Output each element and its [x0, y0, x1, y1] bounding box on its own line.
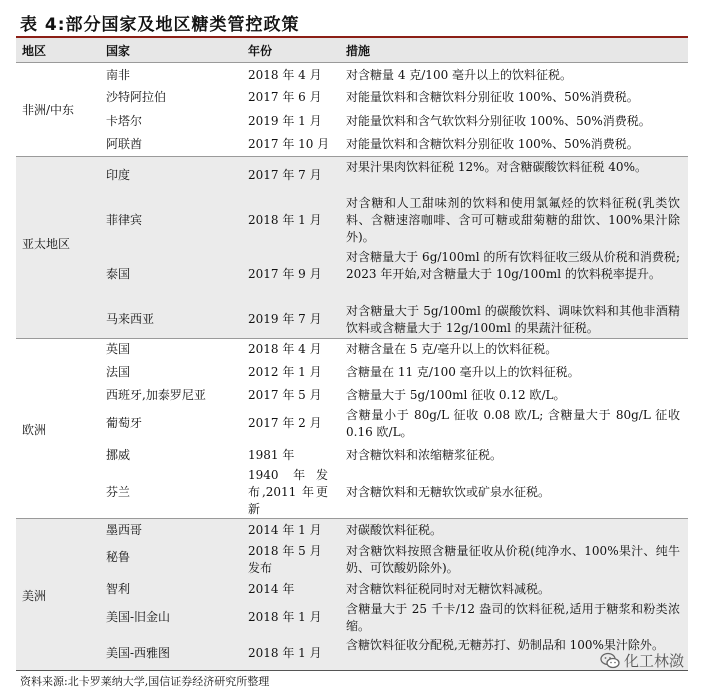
measure-cell: 对能量饮料和含糖饮料分别征收 100%、50%消费税。 [346, 137, 639, 151]
year-cell: 1981 年 [248, 448, 295, 462]
year-cell: 2014 年 [248, 582, 295, 596]
wechat-icon [600, 652, 620, 670]
header-region: 地区 [22, 44, 47, 58]
section-americas [16, 518, 688, 671]
header-measure: 措施 [346, 44, 371, 58]
measure-cell: 含糖饮料征收分配税,无糖苏打、奶制品和 100%果汁除外。 [346, 638, 664, 652]
year-cell: 2017 年 5 月 [248, 388, 322, 402]
country-cell: 挪威 [106, 448, 131, 462]
year-cell: 2018 年 4 月 [248, 68, 322, 82]
country-cell: 英国 [106, 342, 131, 356]
measure-cell: 对含糖和人工甜味剂的饮料和使用氯氟烃的饮料征税(乳类饮料、含糖速溶咖啡、含可可糖或甜菊糖的甜饮、100%果汁除外)。 [346, 196, 680, 244]
year-cell: 2018 年 1 月 [248, 213, 322, 227]
watermark [600, 650, 684, 671]
country-cell: 墨西哥 [106, 523, 143, 537]
measure-cell: 对含糖饮料按照含糖量征收从价税(纯净水、100%果汁、纯牛奶、可饮酸奶除外)。 [346, 544, 680, 575]
country-cell: 智利 [106, 582, 131, 596]
measure-cell: 含糖量大于 25 千卡/12 盎司的饮料征税,适用于糖浆和粉类浓缩。 [346, 602, 680, 633]
measure-cell: 对含糖量 4 克/100 毫升以上的饮料征税。 [346, 68, 573, 82]
table-title: 表 4:部分国家及地区糖类管控政策 [20, 15, 300, 35]
country-cell: 卡塔尔 [106, 114, 143, 128]
year-cell: 2018 年 1 月 [248, 646, 322, 660]
country-cell: 泰国 [106, 267, 131, 281]
year-cell: 2017 年 6 月 [248, 90, 322, 104]
header-country: 国家 [106, 44, 131, 58]
year-cell: 2019 年 1 月 [248, 114, 322, 128]
country-cell: 印度 [106, 168, 131, 182]
year-cell: 2012 年 1 月 [248, 365, 322, 379]
region-label: 亚太地区 [22, 237, 71, 251]
country-cell: 法国 [106, 365, 131, 379]
measure-cell: 对含糖量大于 5g/100ml 的碳酸饮料、调味饮料和其他非酒精饮料或含糖量大于 12g/100ml 的果蔬汁征税。 [346, 304, 680, 335]
country-cell: 阿联酋 [106, 137, 143, 151]
section-asia-pacific [16, 156, 688, 339]
section-africa-middle-east [16, 62, 688, 157]
year-cell: 2019 年 7 月 [248, 312, 322, 326]
year-cell: 2014 年 1 月 [248, 523, 322, 537]
measure-cell: 含糖量小于 80g/L 征收 0.08 欧/L; 含糖量大于 80g/L 征收 0.16 欧/L。 [346, 408, 680, 439]
country-cell: 美国-西雅图 [106, 646, 171, 660]
table-header [16, 38, 688, 62]
country-cell: 马来西亚 [106, 312, 155, 326]
bottom-rule [16, 670, 688, 671]
country-cell: 美国-旧金山 [106, 610, 171, 624]
country-cell: 南非 [106, 68, 131, 82]
country-cell: 菲律宾 [106, 213, 143, 227]
year-cell: 2017 年 9 月 [248, 267, 322, 281]
country-cell: 葡萄牙 [106, 416, 143, 430]
year-cell: 2017 年 10 月 [248, 137, 330, 151]
measure-cell: 对能量饮料和含糖饮料分别征收 100%、50%消费税。 [346, 90, 639, 104]
measure-cell: 对含糖饮料征税同时对无糖饮料减税。 [346, 582, 551, 596]
region-label: 欧洲 [22, 423, 47, 437]
year-cell: 2017 年 2 月 [248, 416, 322, 430]
watermark-text: 化工林潋 [623, 652, 684, 670]
source-note: 资料来源:北卡罗莱纳大学,国信证券经济研究所整理 [20, 675, 270, 688]
measure-cell: 对碳酸饮料征税。 [346, 523, 443, 537]
country-cell: 芬兰 [106, 485, 131, 499]
country-cell: 西班牙,加泰罗尼亚 [106, 388, 206, 402]
region-label: 美洲 [22, 589, 47, 603]
measure-cell: 含糖量在 11 克/100 毫升以上的饮料征税。 [346, 365, 580, 379]
measure-cell: 对含糖饮料和浓缩糖浆征税。 [346, 448, 503, 462]
year-cell: 2018 年 5 月发布 [248, 544, 322, 575]
year-cell: 2017 年 7 月 [248, 168, 322, 182]
measure-cell: 对能量饮料和含气软饮料分别征收 100%、50%消费税。 [346, 114, 651, 128]
header-year: 年份 [248, 44, 273, 58]
measure-cell: 对含糖量大于 6g/100ml 的所有饮料征收三级从价税和消费税; 2023 年开始,对含糖量大于 10g/100ml 的饮料税率提升。 [346, 250, 680, 281]
country-cell: 秘鲁 [106, 550, 131, 564]
measure-cell: 含糖量大于 5g/100ml 征收 0.12 欧/L。 [346, 388, 566, 402]
country-cell: 沙特阿拉伯 [106, 90, 167, 104]
measure-cell: 对含糖饮料和无糖软饮或矿泉水征税。 [346, 485, 551, 499]
region-label: 非洲/中东 [22, 103, 75, 117]
year-cell: 1940 年发布,2011 年更新 [248, 468, 328, 516]
measure-cell: 对果汁果肉饮料征税 12%。对含糖碳酸饮料征税 40%。 [346, 160, 647, 174]
section-europe [16, 338, 688, 519]
year-cell: 2018 年 4 月 [248, 342, 322, 356]
year-cell: 2018 年 1 月 [248, 610, 322, 624]
measure-cell: 对糖含量在 5 克/毫升以上的饮料征税。 [346, 342, 558, 356]
